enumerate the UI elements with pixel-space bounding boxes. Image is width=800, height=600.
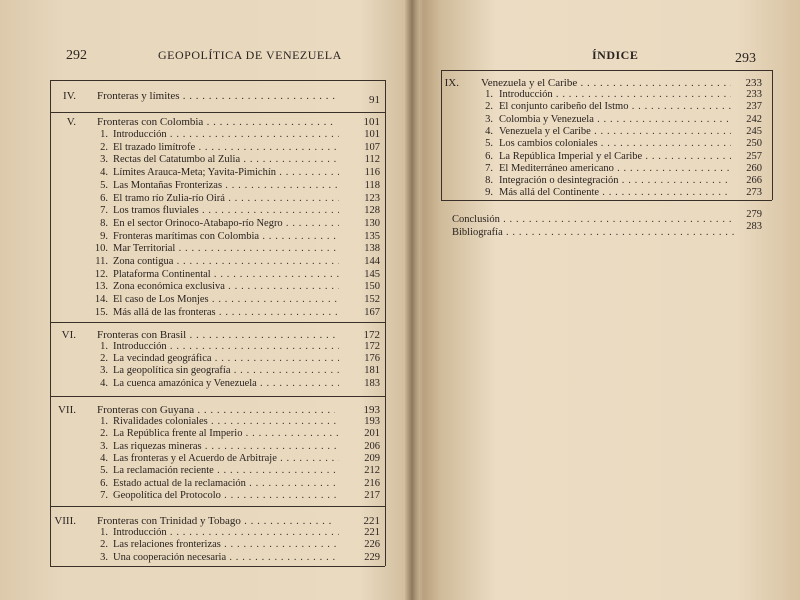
section-entry [0, 193, 410, 206]
chapter-number: VI. [61, 329, 76, 341]
section-title: Más allá del Continente . . . [499, 187, 731, 198]
section-page: 242 [746, 113, 762, 125]
section-title: Colombia y Venezuela . . . [499, 114, 731, 125]
section-number: 3. [100, 365, 108, 377]
section-entry [0, 129, 410, 142]
section-title: En el sector Orinoco-Atabapo-río Negro . . . [113, 218, 339, 229]
section-entry [0, 167, 410, 180]
section-page: 152 [364, 294, 380, 306]
section-title: Fronteras marítimas con Colombia . . . [113, 231, 339, 242]
section-number: 2. [100, 353, 108, 365]
section-number: 3. [100, 551, 108, 563]
section-number: 2. [100, 539, 108, 551]
running-header: GEOPOLÍTICA DE VENEZUELA [158, 48, 342, 62]
section-page: 183 [364, 377, 380, 389]
back-matter-entry [415, 221, 800, 240]
section-page: 260 [746, 162, 762, 174]
section-title: La República Imperial y el Caribe . . . [499, 151, 731, 162]
section-title: El trazado limítrofe . . . [113, 142, 339, 153]
divider-rule [50, 80, 385, 81]
section-title: Introducción . . . [113, 341, 339, 352]
section-number: 11. [95, 256, 108, 267]
section-entry [415, 163, 800, 176]
section-page: 128 [364, 205, 380, 217]
section-number: 14. [94, 294, 108, 306]
section-number: 2. [100, 141, 108, 153]
section-page: 206 [364, 440, 380, 452]
section-title: Introducción . . . [113, 527, 339, 538]
section-number: 13. [94, 281, 108, 293]
chapter-page: 91 [369, 94, 380, 106]
section-number: 5. [100, 179, 108, 191]
section-entry [0, 552, 410, 565]
section-title: Mar Territorial . . . [113, 243, 339, 254]
chapter-title: Fronteras y límites . . . [97, 90, 335, 102]
section-number: 1. [100, 341, 108, 352]
section-entry [0, 378, 410, 391]
divider-rule [385, 80, 386, 112]
section-title: Zona económica exclusiva . . . [113, 281, 339, 292]
back-matter-title: Bibliografía . . . [452, 227, 734, 238]
section-title: La geopolítica sin geografía . . . [113, 365, 339, 376]
divider-rule [50, 396, 51, 506]
section-number: 1. [485, 89, 493, 100]
section-entry [415, 187, 800, 200]
section-entry [0, 180, 410, 193]
section-entry [0, 231, 410, 244]
chapter-title: Fronteras con Colombia . . . [97, 116, 335, 128]
section-entry [0, 218, 410, 231]
section-title: Rivalidades coloniales . . . [113, 416, 339, 427]
right-page [415, 0, 800, 600]
chapter-number: VIII. [54, 515, 76, 527]
section-number: 12. [94, 268, 108, 280]
section-title: El conjunto caribeño del Istmo . . . [499, 101, 731, 112]
section-page: 233 [746, 89, 762, 100]
section-title: Rectas del Catatumbo al Zulia . . . [113, 154, 339, 165]
section-title: Introducción . . . [499, 89, 731, 100]
section-entry [0, 269, 410, 282]
section-page: 226 [364, 539, 380, 551]
section-page: 172 [364, 341, 380, 352]
section-number: 7. [100, 205, 108, 217]
section-number: 8. [485, 175, 493, 187]
section-title: Las riquezas mineras . . . [113, 441, 339, 452]
section-number: 3. [100, 440, 108, 452]
section-entry [415, 101, 800, 114]
section-title: La República frente al Imperio . . . [113, 428, 339, 439]
section-page: 193 [364, 416, 380, 427]
section-title: Más allá de las fronteras . . . [113, 307, 339, 318]
section-title: Los cambios coloniales . . . [499, 138, 731, 149]
chapter-number: IV. [63, 90, 76, 102]
chapter-number: V. [66, 116, 76, 128]
section-title: Una cooperación necesaria . . . [113, 552, 339, 563]
section-number: 10. [94, 243, 108, 255]
section-title: Zona contigua . . . [113, 256, 339, 267]
section-entry [0, 307, 410, 320]
section-page: 245 [746, 125, 762, 137]
section-page: 181 [364, 365, 380, 377]
section-page: 273 [746, 187, 762, 199]
divider-rule [50, 112, 51, 322]
section-page: 229 [364, 551, 380, 563]
chapter-page: 193 [363, 404, 380, 416]
section-title: Límites Arauca-Meta; Yavita-Pimichín . . . [113, 167, 339, 178]
chapter-title: Fronteras con Brasil . . . [97, 329, 335, 341]
section-title: Integración o desintegración . . . [499, 175, 731, 186]
section-page: 167 [364, 306, 380, 318]
chapter-entry [0, 90, 410, 104]
section-number: 6. [100, 192, 108, 204]
back-matter-page: 283 [746, 221, 762, 232]
section-title: El Mediterráneo americano . . . [499, 163, 731, 174]
divider-rule [50, 80, 51, 112]
section-page: 250 [746, 138, 762, 150]
chapter-number: IX. [444, 77, 459, 89]
section-page: 144 [364, 256, 380, 267]
section-page: 221 [364, 527, 380, 538]
section-entry [0, 490, 410, 503]
section-number: 15. [94, 306, 108, 318]
section-page: 130 [364, 217, 380, 229]
divider-rule [50, 506, 51, 566]
section-page: 217 [364, 489, 380, 501]
section-number: 5. [100, 465, 108, 477]
chapter-entry [0, 116, 410, 130]
section-title: Geopolítica del Protocolo . . . [113, 490, 339, 501]
back-matter-page: 279 [746, 209, 762, 220]
section-number: 4. [100, 167, 108, 179]
section-number: 2. [485, 101, 493, 113]
chapter-page: 221 [363, 515, 380, 527]
section-entry [0, 539, 410, 552]
divider-rule [385, 506, 386, 566]
section-title: Los tramos fluviales . . . [113, 205, 339, 216]
chapter-title: Fronteras con Trinidad y Tobago . . . [97, 515, 335, 527]
page-number: 293 [735, 51, 756, 66]
section-entry [0, 205, 410, 218]
section-number: 8. [100, 217, 108, 229]
section-number: 7. [485, 162, 493, 174]
section-entry [0, 416, 410, 429]
section-entry [0, 353, 410, 366]
section-entry [415, 138, 800, 151]
section-number: 6. [100, 477, 108, 489]
section-number: 4. [100, 377, 108, 389]
divider-rule [385, 322, 386, 396]
section-number: 3. [100, 154, 108, 166]
section-number: 1. [100, 129, 108, 140]
section-page: 176 [364, 353, 380, 365]
back-matter-title: Conclusión . . . [452, 214, 734, 225]
divider-rule [50, 566, 385, 567]
section-entry [0, 154, 410, 167]
divider-rule [385, 112, 386, 322]
divider-rule [50, 322, 385, 323]
section-page: 237 [746, 101, 762, 113]
section-page: 135 [364, 230, 380, 242]
section-entry [0, 365, 410, 378]
section-title: La cuenca amazónica y Venezuela . . . [113, 378, 339, 389]
section-page: 201 [364, 428, 380, 440]
chapter-page: 101 [363, 116, 380, 128]
chapter-page: 172 [363, 329, 380, 341]
section-number: 9. [485, 187, 493, 199]
section-title: Venezuela y el Caribe . . . [499, 126, 731, 137]
section-number: 9. [100, 230, 108, 242]
section-entry [0, 428, 410, 441]
divider-rule [441, 200, 772, 201]
section-page: 107 [364, 141, 380, 153]
divider-rule [50, 396, 385, 397]
section-number: 5. [485, 138, 493, 150]
section-entry [415, 114, 800, 127]
section-page: 112 [364, 154, 380, 166]
section-page: 257 [746, 150, 762, 162]
section-number: 4. [100, 452, 108, 464]
section-entry [415, 151, 800, 164]
divider-rule [772, 70, 773, 200]
section-number: 1. [100, 416, 108, 427]
section-title: Las fronteras y el Acuerdo de Arbitraje . . . [113, 453, 339, 464]
divider-rule [50, 506, 385, 507]
section-entry [0, 294, 410, 307]
section-title: Las relaciones fronterizas . . . [113, 539, 339, 550]
section-entry [0, 341, 410, 354]
section-number: 4. [485, 125, 493, 137]
section-page: 209 [364, 452, 380, 464]
divider-rule [50, 322, 51, 396]
section-title: Estado actual de la reclamación . . . [113, 478, 339, 489]
chapter-title: Fronteras con Guyana . . . [97, 404, 335, 416]
section-title: Introducción . . . [113, 129, 339, 140]
section-title: La vecindad geográfica . . . [113, 353, 339, 364]
chapter-page: 233 [745, 77, 762, 89]
section-number: 6. [485, 150, 493, 162]
chapter-title: Venezuela y el Caribe . . . [481, 77, 731, 89]
section-entry [0, 527, 410, 540]
section-entry [415, 89, 800, 102]
section-entry [0, 256, 410, 269]
divider-rule [441, 70, 442, 200]
section-page: 138 [364, 243, 380, 255]
section-number: 2. [100, 428, 108, 440]
section-entry [0, 441, 410, 454]
chapter-number: VII. [57, 404, 76, 416]
section-page: 266 [746, 175, 762, 187]
section-entry [0, 453, 410, 466]
section-page: 116 [364, 167, 380, 179]
divider-rule [50, 112, 385, 113]
section-page: 101 [364, 129, 380, 140]
section-page: 212 [364, 465, 380, 477]
section-title: Plataforma Continental . . . [113, 269, 339, 280]
section-entry [0, 281, 410, 294]
section-title: Las Montañas Fronterizas . . . [113, 180, 339, 191]
section-entry [415, 126, 800, 139]
section-number: 7. [100, 489, 108, 501]
section-page: 150 [364, 281, 380, 293]
section-page: 118 [364, 179, 380, 191]
running-header: ÍNDICE [592, 48, 639, 62]
divider-rule [441, 70, 772, 71]
section-number: 1. [100, 527, 108, 538]
section-title: El tramo río Zulia-río Oirá . . . [113, 193, 339, 204]
section-title: La reclamación reciente . . . [113, 465, 339, 476]
section-title: El caso de Los Monjes . . . [113, 294, 339, 305]
section-number: 3. [485, 113, 493, 125]
section-entry [0, 465, 410, 478]
section-entry [0, 142, 410, 155]
divider-rule [385, 396, 386, 506]
section-entry [0, 478, 410, 491]
section-page: 123 [364, 192, 380, 204]
section-page: 145 [364, 268, 380, 280]
section-page: 216 [364, 477, 380, 489]
section-entry [415, 175, 800, 188]
section-entry [0, 243, 410, 256]
page-number: 292 [66, 48, 87, 63]
